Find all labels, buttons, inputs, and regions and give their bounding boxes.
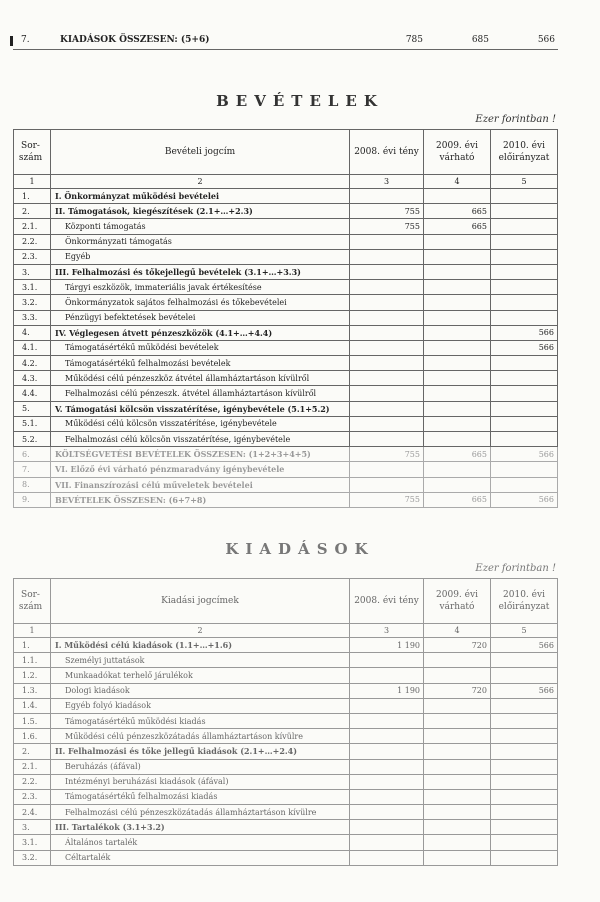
value-2008 [350, 668, 424, 683]
col-number: 1 [14, 175, 51, 189]
value-2009: 665 [424, 204, 491, 219]
table-row [14, 638, 558, 653]
value-2009 [424, 850, 491, 865]
value-2010 [491, 295, 558, 310]
table-row [14, 371, 558, 386]
row-number: 1. [14, 189, 51, 204]
value-2009 [424, 295, 491, 310]
value-2010: 566 [491, 325, 558, 340]
value-2009 [424, 432, 491, 447]
value-2008 [350, 432, 424, 447]
row-number: 4.2. [14, 356, 51, 371]
row-number: 1.1. [14, 653, 51, 668]
row-number: 2.4. [14, 805, 51, 820]
value-2010: 566 [491, 340, 558, 355]
table-row [14, 432, 558, 447]
value-2010 [491, 371, 558, 386]
table-row [14, 805, 558, 820]
row-label: Önkormányzatok sajátos felhalmozási és tőkebevételei [51, 295, 350, 310]
value-2009 [424, 386, 491, 401]
value-2010: 566 [491, 492, 558, 507]
revenue-table [13, 129, 558, 508]
row-label: Támogatásértékű felhalmozási bevételek [51, 356, 350, 371]
value-2010 [491, 729, 558, 744]
row-label: KIADÁSOK ÖSSZESEN: (5+6) [57, 31, 353, 50]
value-2008 [350, 416, 424, 431]
value-2010: 566 [492, 31, 558, 50]
value-2010 [491, 280, 558, 295]
value-2010 [491, 744, 558, 759]
col-number: 2 [51, 624, 350, 638]
table-row [14, 820, 558, 835]
row-label: II. Felhalmozási és tőke jellegű kiadások (2.1+…+2.4) [51, 744, 350, 759]
table-row [14, 835, 558, 850]
table-row [14, 189, 558, 204]
table-row [14, 356, 558, 371]
header-2010: 2010. évi előirányzat [491, 579, 558, 624]
col-number: 5 [491, 175, 558, 189]
value-2008 [350, 401, 424, 416]
table-row [14, 774, 558, 789]
value-2008 [350, 462, 424, 477]
row-label: Önkormányzati támogatás [51, 234, 350, 249]
value-2008 [350, 295, 424, 310]
table-row [14, 683, 558, 698]
value-2010 [491, 653, 558, 668]
row-label: Munkaadókat terhelő járulékok [51, 668, 350, 683]
value-2008 [350, 698, 424, 713]
row-number: 1. [14, 638, 51, 653]
value-2008 [350, 850, 424, 865]
value-2010 [491, 356, 558, 371]
value-2009: 720 [424, 683, 491, 698]
row-label: Működési célú kölcsön visszatérítése, igénybevétele [51, 416, 350, 431]
value-2010 [491, 386, 558, 401]
value-2008 [350, 310, 424, 325]
value-2009 [424, 340, 491, 355]
row-number: 2. [14, 204, 51, 219]
value-2010: 566 [491, 447, 558, 462]
row-label: I. Önkormányzat működési bevételei [51, 189, 350, 204]
row-label: Felhalmozási célú kölcsön visszatérítése, igénybevétele [51, 432, 350, 447]
table-row [14, 462, 558, 477]
value-2008: 1 190 [350, 638, 424, 653]
value-2010 [491, 759, 558, 774]
value-2010 [491, 713, 558, 728]
row-number: 3. [14, 820, 51, 835]
value-2009 [424, 325, 491, 340]
value-2010: 566 [491, 638, 558, 653]
table-row [14, 340, 558, 355]
header-2008: 2008. évi tény [350, 130, 424, 175]
table-row [14, 477, 558, 492]
row-label: V. Támogatási kölcsön visszatérítése, igénybevétele (5.1+5.2) [51, 401, 350, 416]
value-2009 [424, 835, 491, 850]
value-2009 [424, 310, 491, 325]
row-label: III. Felhalmozási és tőkejellegű bevételek (3.1+…+3.3) [51, 264, 350, 279]
table-row [14, 325, 558, 340]
value-2009: 685 [426, 31, 492, 50]
row-label: Támogatásértékű felhalmozási kiadás [51, 789, 350, 804]
value-2008 [350, 477, 424, 492]
expense-title: KIADÁSOK [225, 540, 375, 558]
row-number: 4.3. [14, 371, 51, 386]
value-2010 [491, 668, 558, 683]
value-2009 [424, 820, 491, 835]
value-2010 [491, 204, 558, 219]
row-number: 3.1. [14, 835, 51, 850]
summary-top-row [13, 31, 558, 50]
value-2009 [424, 477, 491, 492]
row-number: 6. [14, 447, 51, 462]
row-number: 5. [14, 401, 51, 416]
row-number: 1.6. [14, 729, 51, 744]
value-2008 [350, 653, 424, 668]
col-number: 5 [491, 624, 558, 638]
value-2009 [424, 789, 491, 804]
row-number: 1.2. [14, 668, 51, 683]
value-2009: 665 [424, 492, 491, 507]
header-2010: 2010. évi előirányzat [491, 130, 558, 175]
value-2008: 755 [350, 447, 424, 462]
value-2009 [424, 668, 491, 683]
value-2008 [350, 729, 424, 744]
value-2010 [491, 310, 558, 325]
col-number: 1 [14, 624, 51, 638]
table-row [14, 850, 558, 865]
table-row [14, 264, 558, 279]
table-row [14, 280, 558, 295]
value-2010: 566 [491, 683, 558, 698]
value-2008: 755 [350, 492, 424, 507]
value-2009 [424, 234, 491, 249]
value-2009 [424, 759, 491, 774]
row-number: 2.2. [14, 234, 51, 249]
row-number: 4.4. [14, 386, 51, 401]
value-2010 [491, 805, 558, 820]
value-2008: 785 [353, 31, 426, 50]
row-label: Dologi kiadások [51, 683, 350, 698]
row-label: BEVÉTELEK ÖSSZESEN: (6+7+8) [51, 492, 350, 507]
value-2008 [350, 805, 424, 820]
table-row [14, 744, 558, 759]
value-2009 [424, 729, 491, 744]
header-row-number: Sor-szám [14, 579, 51, 624]
value-2010 [491, 698, 558, 713]
table-row [14, 492, 558, 507]
value-2009 [424, 698, 491, 713]
header-2008: 2008. évi tény [350, 579, 424, 624]
row-label: Működési célú pénzeszköz átvétel államháztartáson kívülről [51, 371, 350, 386]
col-number: 4 [424, 175, 491, 189]
row-label: Személyi juttatások [51, 653, 350, 668]
row-number: 3.1. [14, 280, 51, 295]
col-number: 4 [424, 624, 491, 638]
row-label: IV. Véglegesen átvett pénzeszközök (4.1+…+4.4) [51, 325, 350, 340]
expense-table [13, 578, 558, 866]
value-2008 [350, 264, 424, 279]
value-2009 [424, 356, 491, 371]
value-2008 [350, 713, 424, 728]
value-2010 [491, 432, 558, 447]
value-2008: 1 190 [350, 683, 424, 698]
row-number: 1.4. [14, 698, 51, 713]
row-number: 5.2. [14, 432, 51, 447]
value-2008 [350, 371, 424, 386]
value-2008 [350, 280, 424, 295]
revenue-unit-note: Ezer forintban ! [475, 114, 556, 125]
value-2010 [491, 835, 558, 850]
row-number: 2.2. [14, 774, 51, 789]
row-number: 1.5. [14, 713, 51, 728]
value-2008 [350, 774, 424, 789]
row-label: Támogatásértékű működési bevételek [51, 340, 350, 355]
col-number: 2 [51, 175, 350, 189]
value-2008 [350, 789, 424, 804]
value-2008: 755 [350, 204, 424, 219]
row-number: 3.2. [14, 850, 51, 865]
value-2008: 755 [350, 219, 424, 234]
row-label: VII. Finanszírozási célú műveletek bevételei [51, 477, 350, 492]
value-2009: 665 [424, 447, 491, 462]
value-2008 [350, 835, 424, 850]
value-2009 [424, 653, 491, 668]
row-label: Felhalmozási célú pénzeszk. átvétel államháztartáson kívülről [51, 386, 350, 401]
row-label: Támogatásértékű működési kiadás [51, 713, 350, 728]
header-row-number: Sor-szám [14, 130, 51, 175]
table-row [14, 759, 558, 774]
expense-unit-note: Ezer forintban ! [475, 563, 556, 574]
row-label: I. Működési célú kiadások (1.1+…+1.6) [51, 638, 350, 653]
row-label: Pénzügyi befektetések bevételei [51, 310, 350, 325]
row-label: Egyéb [51, 249, 350, 264]
row-number: 4.1. [14, 340, 51, 355]
row-label: Beruházás (áfával) [51, 759, 350, 774]
table-row [14, 713, 558, 728]
table-row [14, 386, 558, 401]
table-row [14, 416, 558, 431]
value-2008 [350, 820, 424, 835]
row-number: 7. [13, 31, 57, 50]
row-number: 3.3. [14, 310, 51, 325]
table-row [14, 668, 558, 683]
value-2010 [491, 219, 558, 234]
value-2010 [491, 789, 558, 804]
table-row [14, 729, 558, 744]
header-title: Bevételi jogcím [51, 130, 350, 175]
row-number: 5.1. [14, 416, 51, 431]
row-number: 1.3. [14, 683, 51, 698]
row-label: III. Tartalékok (3.1+3.2) [51, 820, 350, 835]
value-2009: 665 [424, 219, 491, 234]
value-2009 [424, 249, 491, 264]
value-2009 [424, 280, 491, 295]
row-number: 3.2. [14, 295, 51, 310]
row-label: Felhalmozási célú pénzeszközátadás államháztartáson kívülre [51, 805, 350, 820]
table-row [14, 789, 558, 804]
value-2009 [424, 416, 491, 431]
value-2009: 720 [424, 638, 491, 653]
value-2010 [491, 774, 558, 789]
row-label: Központi támogatás [51, 219, 350, 234]
table-row [14, 249, 558, 264]
row-number: 2.1. [14, 759, 51, 774]
table-row [14, 204, 558, 219]
value-2008 [350, 234, 424, 249]
value-2010 [491, 234, 558, 249]
value-2009 [424, 264, 491, 279]
value-2008 [350, 759, 424, 774]
value-2010 [491, 416, 558, 431]
row-number: 9. [14, 492, 51, 507]
value-2009 [424, 774, 491, 789]
value-2008 [350, 356, 424, 371]
row-label: II. Támogatások, kiegészítések (2.1+…+2.3) [51, 204, 350, 219]
table-row [14, 219, 558, 234]
value-2009 [424, 189, 491, 204]
value-2010 [491, 264, 558, 279]
header-2009: 2009. évi várható [424, 130, 491, 175]
row-label: Működési célú pénzeszközátadás államháztartáson kívülre [51, 729, 350, 744]
value-2008 [350, 249, 424, 264]
value-2008 [350, 325, 424, 340]
table-row [14, 295, 558, 310]
value-2009 [424, 371, 491, 386]
value-2010 [491, 820, 558, 835]
value-2009 [424, 744, 491, 759]
value-2009 [424, 713, 491, 728]
table-row [14, 310, 558, 325]
value-2010 [491, 462, 558, 477]
row-label: VI. Előző évi várható pénzmaradvány igénybevétele [51, 462, 350, 477]
value-2009 [424, 462, 491, 477]
row-label: Intézményi beruházási kiadások (áfával) [51, 774, 350, 789]
value-2009 [424, 805, 491, 820]
row-number: 2.3. [14, 249, 51, 264]
row-number: 3. [14, 264, 51, 279]
col-number: 3 [350, 624, 424, 638]
value-2008 [350, 340, 424, 355]
row-label: Egyéb folyó kiadások [51, 698, 350, 713]
value-2009 [424, 401, 491, 416]
table-row [14, 234, 558, 249]
header-title: Kiadási jogcímek [51, 579, 350, 624]
row-number: 2.3. [14, 789, 51, 804]
value-2010 [491, 850, 558, 865]
row-label: Általános tartalék [51, 835, 350, 850]
table-row [14, 653, 558, 668]
row-label: Céltartalék [51, 850, 350, 865]
table-row [14, 698, 558, 713]
table-row [14, 447, 558, 462]
value-2010 [491, 477, 558, 492]
value-2010 [491, 401, 558, 416]
value-2010 [491, 189, 558, 204]
table-row [14, 401, 558, 416]
row-number: 2. [14, 744, 51, 759]
row-label: KÖLTSÉGVETÉSI BEVÉTELEK ÖSSZESEN: (1+2+3+4+5) [51, 447, 350, 462]
value-2008 [350, 386, 424, 401]
row-number: 8. [14, 477, 51, 492]
row-label: Tárgyi eszközök, immateriális javak értékesítése [51, 280, 350, 295]
header-2009: 2009. évi várható [424, 579, 491, 624]
col-number: 3 [350, 175, 424, 189]
value-2008 [350, 189, 424, 204]
row-number: 7. [14, 462, 51, 477]
row-number: 2.1. [14, 219, 51, 234]
value-2010 [491, 249, 558, 264]
revenue-title: BEVÉTELEK [216, 92, 384, 110]
value-2008 [350, 744, 424, 759]
row-number: 4. [14, 325, 51, 340]
